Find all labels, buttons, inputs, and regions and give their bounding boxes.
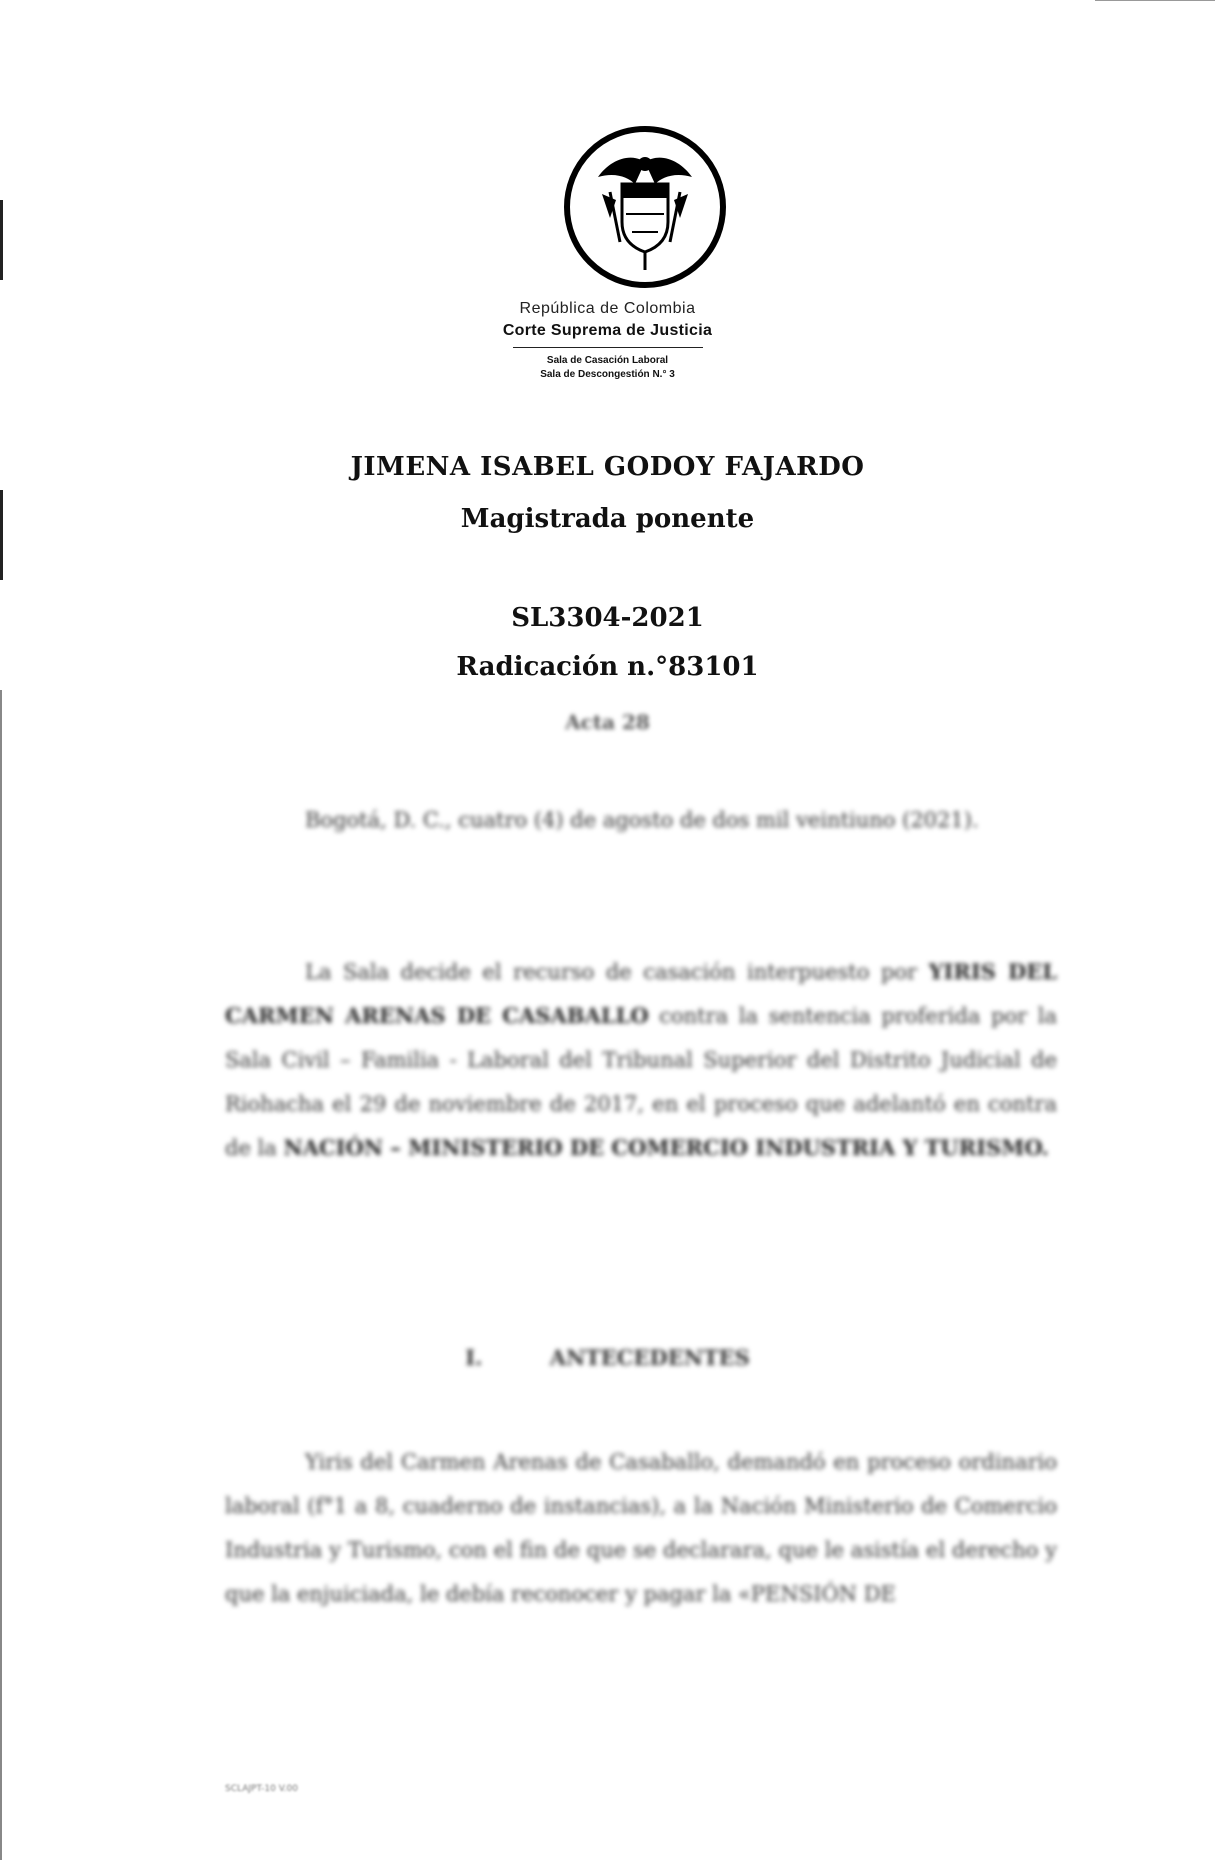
section-number: I. — [465, 1345, 483, 1370]
antecedentes-paragraph: Yiris del Carmen Arenas de Casaballo, demandó en proceso ordinario laboral (f°1 a 8, cuaderno de instancias), a la Nación Ministerio de Comercio Industria y Turismo, con el fin de que se declarara, que le asistía el derecho y que la enjuiciada, le debía reconocer y pagar la «PENSIÓN DE — [225, 1450, 1057, 1606]
magistrada-name: JIMENA ISABEL GODOY FAJARDO — [350, 452, 865, 482]
footer-code: SCLAJPT-10 V.00 — [225, 1784, 298, 1794]
header-divider — [513, 347, 703, 348]
defendant-name: NACIÓN – MINISTERIO DE COMERCIO INDUSTRIA Y TURISMO. — [283, 1135, 1049, 1160]
sala-middle-text: contra la sentencia proferida por la Sala Civil – Familia - Laboral del Tribunal Superior del Distrito Judicial de Riohacha el 29 de noviembre de 2017, en el proceso que adelantó en contra de la — [225, 1004, 1058, 1160]
scan-top-line — [1095, 0, 1215, 1]
sala-paragraph — [225, 950, 1057, 1170]
section-title: ANTECEDENTES — [549, 1345, 750, 1370]
scan-edge-mark — [0, 690, 2, 1860]
sentence-number: SL3304-2021 — [511, 603, 704, 633]
sala-descongestion-label: Sala de Descongestión N.° 3 — [540, 369, 675, 380]
corte-label: Corte Suprema de Justicia — [502, 322, 713, 339]
magistrada-role: Magistrada ponente — [460, 504, 755, 534]
court-header — [0, 300, 1215, 382]
acta-number: Acta 28 — [565, 710, 650, 734]
sala-intro-text: La Sala decide el recurso de casación interpuesto por — [305, 960, 918, 984]
scan-edge-mark — [0, 200, 3, 280]
sala-laboral-label: Sala de Casación Laboral — [546, 355, 669, 366]
radicacion-number: Radicación n.°83101 — [456, 652, 759, 682]
coat-of-arms-seal — [560, 122, 730, 292]
colombia-coat-of-arms-icon — [560, 122, 730, 292]
republica-label: República de Colombia — [519, 300, 696, 317]
party-name: YIRIS DEL CARMEN ARENAS DE CASABALLO — [225, 959, 1057, 1028]
date-paragraph: Bogotá, D. C., cuatro (4) de agosto de dos mil veintiuno (2021). — [305, 808, 979, 832]
section-heading — [0, 1345, 1215, 1370]
